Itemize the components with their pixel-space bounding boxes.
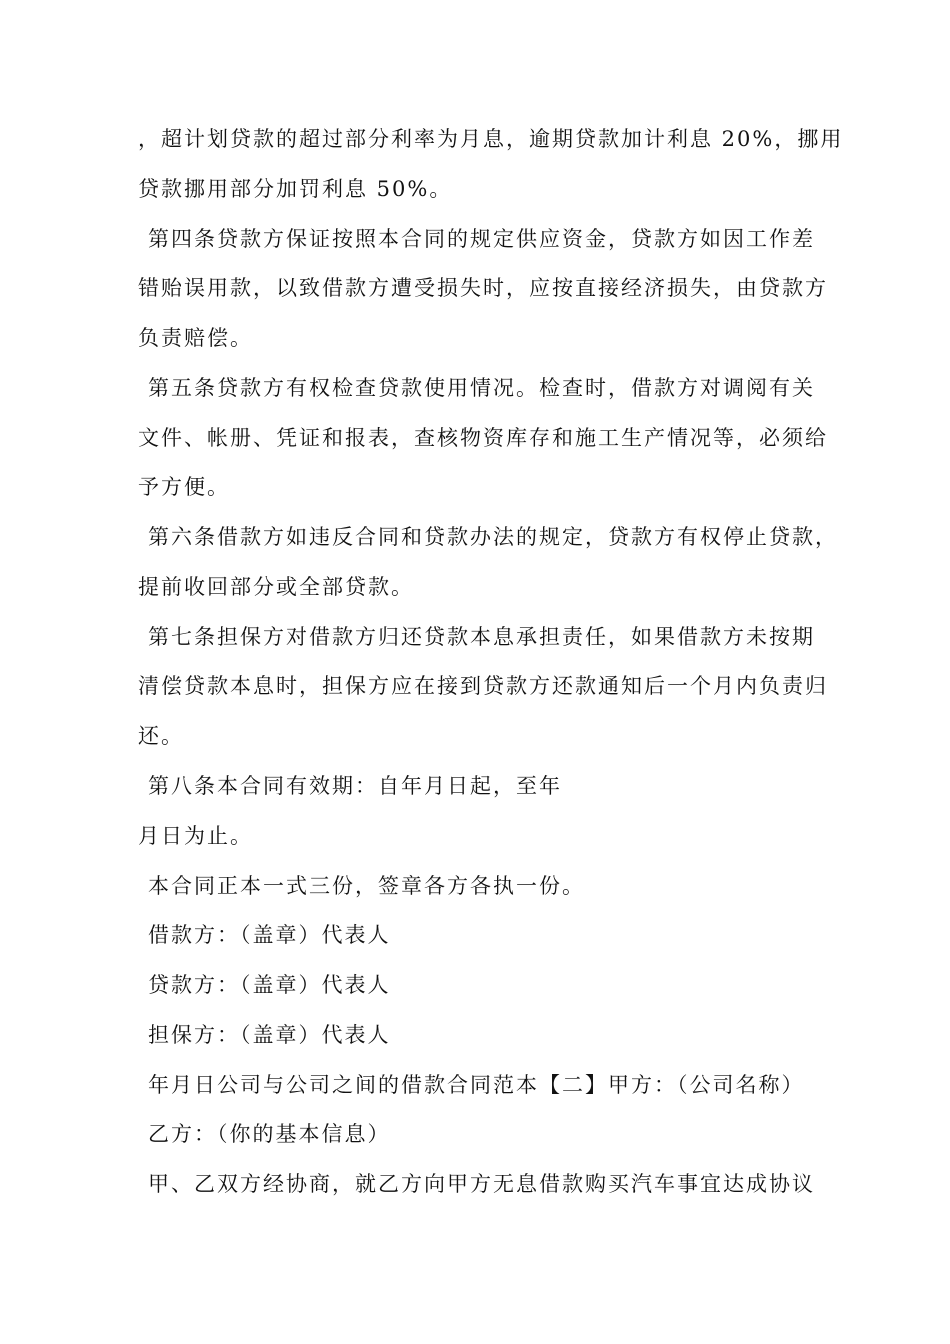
text-line: 担保方：（盖章）代表人 xyxy=(148,1023,391,1047)
text-line: 月日为止。 xyxy=(138,824,253,848)
text-line: 错贻误用款，以致借款方遭受损失时，应按直接经济损失，由贷款方 xyxy=(138,276,828,300)
text-line: 第七条担保方对借款方归还贷款本息承担责任，如果借款方未按期 xyxy=(148,625,815,649)
text-line: 还。 xyxy=(138,724,184,748)
text-line: 清偿贷款本息时，担保方应在接到贷款方还款通知后一个月内负责归 xyxy=(138,674,828,698)
text-line: 甲、乙双方经协商，就乙方向甲方无息借款购买汽车事宜达成协议 xyxy=(148,1172,815,1196)
text-line: 乙方：（你的基本信息） xyxy=(148,1122,391,1146)
text-line: 第八条本合同有效期：自年月日起，至年 xyxy=(148,774,562,798)
text-line: 本合同正本一式三份，签章各方各执一份。 xyxy=(148,874,585,898)
text-line: 借款方：（盖章）代表人 xyxy=(148,923,391,947)
text-line: 负责赔偿。 xyxy=(138,326,253,350)
text-line: 第六条借款方如违反合同和贷款办法的规定，贷款方有权停止贷款， xyxy=(148,525,838,549)
text-line: 贷款挪用部分加罚利息 50%。 xyxy=(138,177,453,201)
text-line: 第四条贷款方保证按照本合同的规定供应资金，贷款方如因工作差 xyxy=(148,227,815,251)
text-line: 第五条贷款方有权检查贷款使用情况。检查时，借款方对调阅有关 xyxy=(148,376,815,400)
text-line: 提前收回部分或全部贷款。 xyxy=(138,575,414,599)
text-line: 年月日公司与公司之间的借款合同范本【二】甲方：（公司名称） xyxy=(148,1073,805,1097)
text-line: 予方便。 xyxy=(138,475,230,499)
text-line: 文件、帐册、凭证和报表，查核物资库存和施工生产情况等，必须给 xyxy=(138,426,828,450)
text-line: 贷款方：（盖章）代表人 xyxy=(148,973,391,997)
text-line: ，超计划贷款的超过部分利率为月息，逾期贷款加计利息 20%，挪用 xyxy=(138,127,844,151)
